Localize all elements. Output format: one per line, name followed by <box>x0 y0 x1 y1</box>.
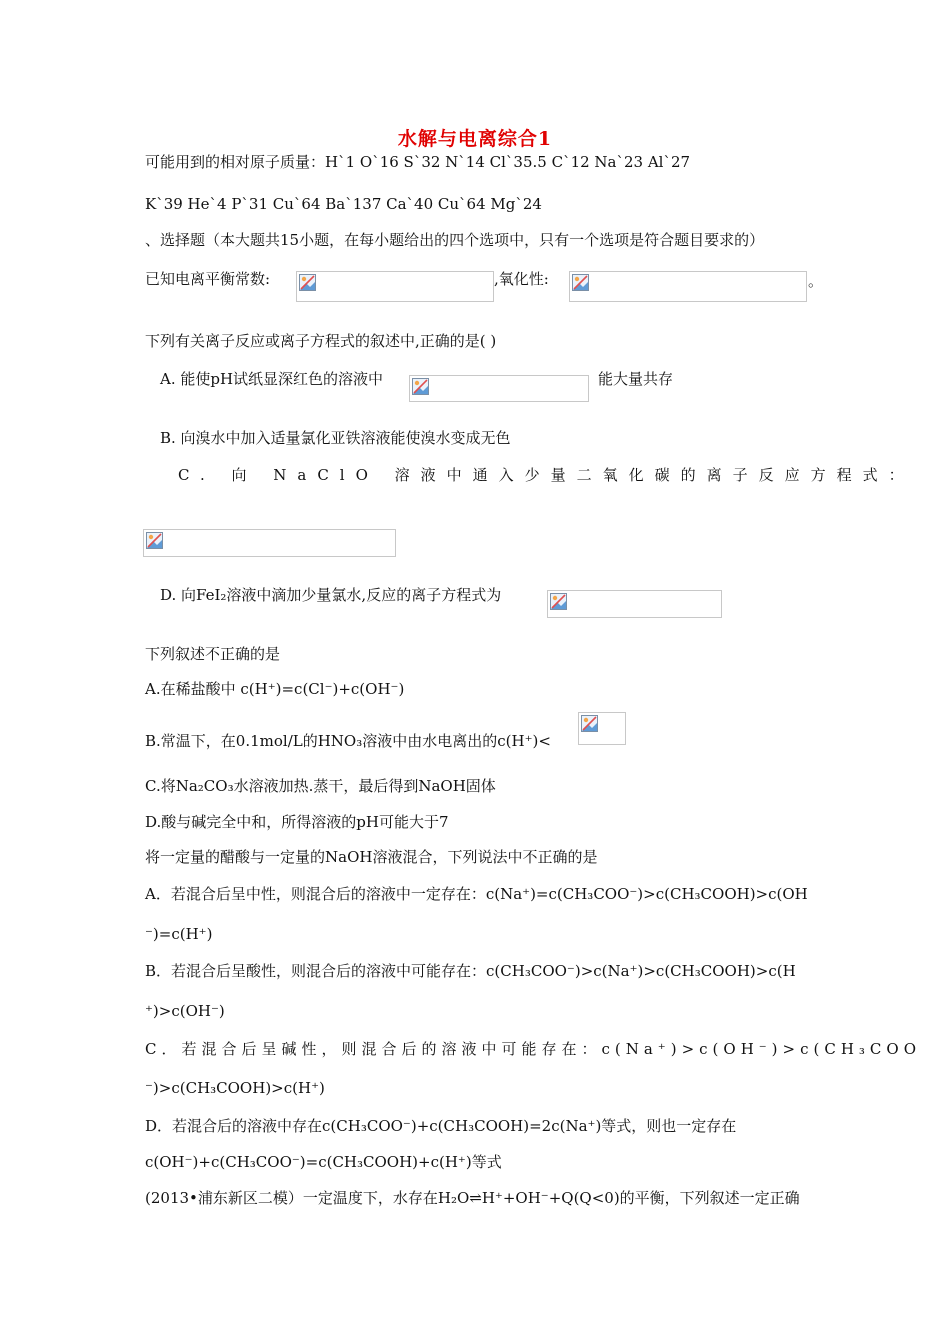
q1-stem-end: 。 <box>808 272 824 290</box>
broken-image-icon <box>412 378 429 395</box>
broken-image-icon <box>581 715 598 732</box>
broken-image-icon <box>299 274 316 291</box>
equation-image-placeholder <box>409 375 589 402</box>
q1-question: 下列有关离子反应或离子方程式的叙述中,正确的是( ) <box>145 332 497 350</box>
equation-image-placeholder <box>547 590 722 618</box>
atomic-masses-line-1: 可能用到的相对原子质量：H`1 O`16 S`32 N`14 Cl`35.5 C`12 Na`23 Al`27 <box>145 153 691 171</box>
q2-option-c: C.将Na₂CO₃水溶液加热.蒸干，最后得到NaOH固体 <box>145 777 496 795</box>
q2-option-a: A.在稀盐酸中 c(H⁺)=c(Cl⁻)+c(OH⁻) <box>145 680 405 698</box>
equation-image-placeholder <box>578 712 626 745</box>
q3-option-a: A．若混合后呈中性，则混合后的溶液中一定存在：c(Na⁺)=c(CH₃COO⁻)>c(CH₃COOH)>c(OH <box>145 885 808 903</box>
page-title: 水解与电离综合1 <box>397 128 553 150</box>
q1-stem-a: 已知电离平衡常数: <box>145 270 271 288</box>
q3-option-b-cont: ⁺)>c(OH⁻) <box>145 1002 225 1020</box>
broken-image-icon <box>572 274 589 291</box>
q1-stem-b: ,氧化性: <box>494 270 549 288</box>
q3-question: 将一定量的醋酸与一定量的NaOH溶液混合，下列说法中不正确的是 <box>145 848 598 866</box>
broken-image-icon <box>146 532 163 549</box>
q1-option-d: D. 向FeI₂溶液中滴加少量氯水,反应的离子方程式为 <box>160 586 502 604</box>
q2-option-b: B.常温下，在0.1mol/L的HNO₃溶液中由水电离出的c(H⁺)< <box>145 732 551 750</box>
q2-option-d: D.酸与碱完全中和，所得溶液的pH可能大于7 <box>145 813 449 831</box>
broken-image-icon <box>550 593 567 610</box>
q3-option-b: B．若混合后呈酸性，则混合后的溶液中可能存在：c(CH₃COO⁻)>c(Na⁺)>c(CH₃COOH)>c(H <box>145 962 796 980</box>
q2-question: 下列叙述不正确的是 <box>145 645 281 663</box>
q1-option-c: C. 向 NaClO 溶液中通入少量二氧化碳的离子反应方程式： <box>178 466 915 484</box>
q1-option-a: A. 能使pH试纸显深红色的溶液中 <box>160 370 384 388</box>
atomic-masses-line-2: K`39 He`4 P`31 Cu`64 Ba`137 Ca`40 Cu`64 Mg`24 <box>145 195 542 213</box>
q1-stem <box>145 269 270 289</box>
q3-option-d: D．若混合后的溶液中存在c(CH₃COO⁻)+c(CH₃COOH)=2c(Na⁺)等式，则也一定存在 <box>145 1117 737 1135</box>
q3-option-c: C．若混合后呈碱性，则混合后的溶液中可能存在：c(Na⁺)>c(OH⁻)>c(CH₃COO <box>145 1040 922 1058</box>
equation-image-placeholder <box>143 529 396 557</box>
q3-option-a-cont: ⁻)=c(H⁺) <box>145 925 213 943</box>
q1-option-b: B. 向溴水中加入适量氯化亚铁溶液能使溴水变成无色 <box>160 429 511 447</box>
equation-image-placeholder <box>296 271 494 302</box>
q4-stem: (2013•浦东新区二模）一定温度下，水存在H₂O⇌H⁺+OH⁻+Q(Q<0)的平衡，下列叙述一定正确 <box>145 1189 800 1207</box>
q3-option-c-cont: ⁻)>c(CH₃COOH)>c(H⁺) <box>145 1079 325 1097</box>
q1-option-a-tail: 能大量共存 <box>598 370 674 388</box>
equation-image-placeholder <box>569 271 807 302</box>
section-heading: 、选择题（本大题共15小题，在每小题给出的四个选项中，只有一个选项是符合题目要求的） <box>145 231 765 249</box>
q3-option-d-cont: c(OH⁻)+c(CH₃COO⁻)=c(CH₃COOH)+c(H⁺)等式 <box>145 1153 502 1171</box>
